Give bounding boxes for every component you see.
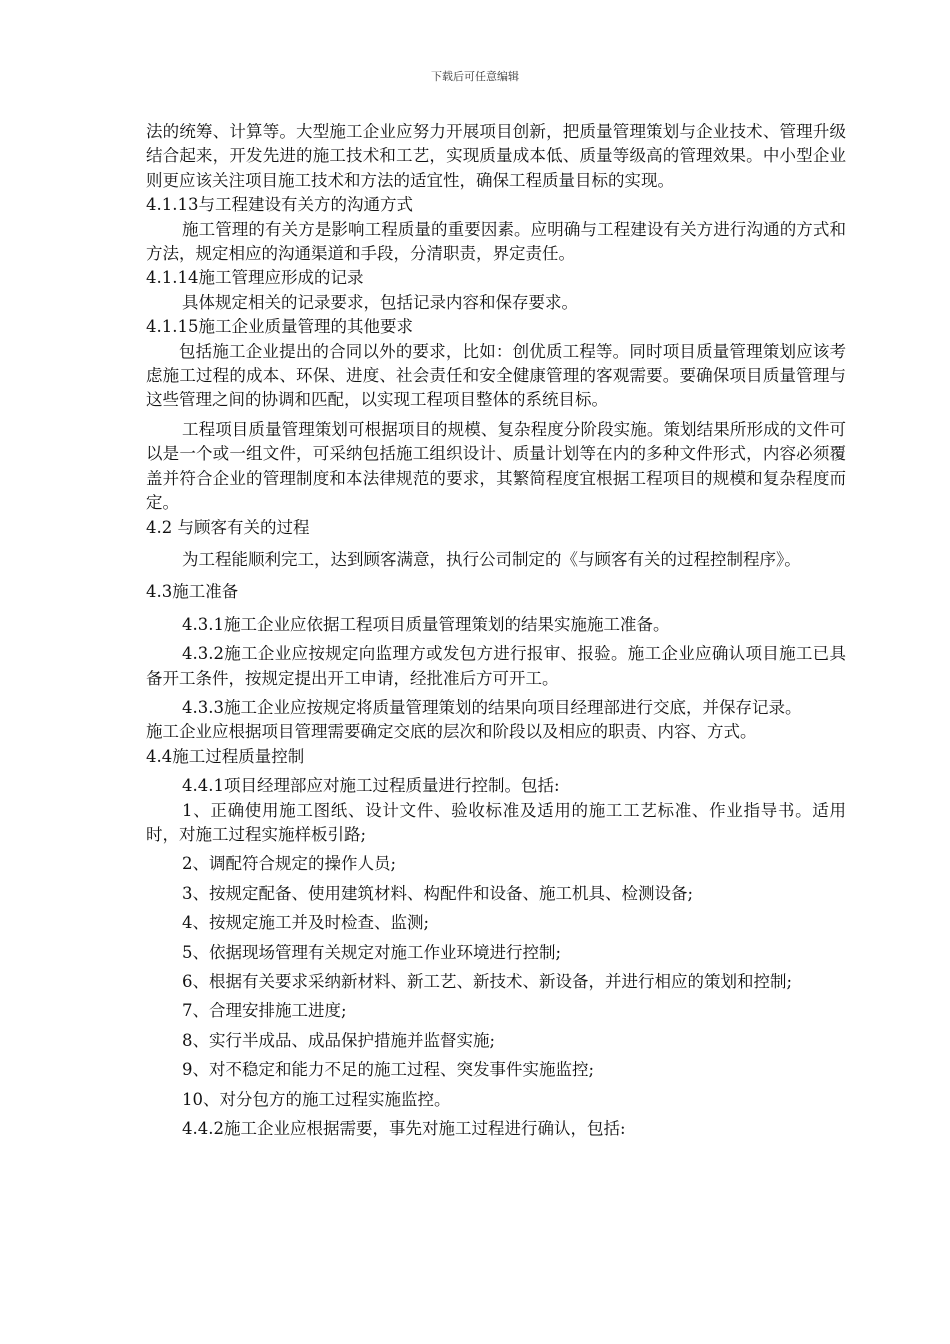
page-header: 下载后可任意编辑 <box>431 70 519 83</box>
paragraph: 4.3.3施工企业应按规定将质量管理策划的结果向项目经理部进行交底，并保存记录。 <box>182 697 802 717</box>
paragraph: 4.3.1施工企业应依据工程项目质量管理策划的结果实施施工准备。 <box>182 614 670 634</box>
paragraph: 具体规定相关的记录要求，包括记录内容和保存要求。 <box>182 292 578 312</box>
list-item: 7、合理安排施工进度; <box>182 1001 347 1021</box>
list-item: 9、对不稳定和能力不足的施工过程、突发事件实施监控; <box>182 1060 595 1080</box>
section-heading: 4.4施工过程质量控制 <box>146 746 305 766</box>
section-heading: 4.3施工准备 <box>146 582 239 602</box>
paragraph: 包括施工企业提出的合同以外的要求，比如：创优质工程等。同时项目质量管理策划应该考虑施工过程的成本、环保、进度、社会责任和安全健康管理的客观需要。要确保项目质量管理与这些管理之间的协调和匹配，以实现工程项目整体的系统目标。 <box>146 341 846 410</box>
paragraph: 4.3.2施工企业应按规定向监理方或发包方进行报审、报验。施工企业应确认项目施工已具备开工条件，按规定提出开工申请，经批准后方可开工。 <box>146 644 846 688</box>
paragraph: 法的统筹、计算等。大型施工企业应努力开展项目创新，把质量管理策划与企业技术、管理升级结合起来，开发先进的施工技术和工艺，实现质量成本低、质量等级高的管理效果。中小型企业则更应该关注项目施工技术和方法的适宜性，确保工程质量目标的实现。 <box>146 122 846 190</box>
list-item: 6、根据有关要求采纳新材料、新工艺、新技术、新设备，并进行相应的策划和控制; <box>182 972 793 991</box>
paragraph: 施工管理的有关方是影响工程质量的重要因素。应明确与工程建设有关方进行沟通的方式和方法，规定相应的沟通渠道和手段，分清职责，界定责任。 <box>146 219 846 264</box>
list-item: 5、依据现场管理有关规定对施工作业环境进行控制; <box>182 942 562 962</box>
paragraph: 为工程能顺利完工，达到顾客满意，执行公司制定的《与顾客有关的过程控制程序》。 <box>182 549 801 569</box>
list-item: 2、调配符合规定的操作人员; <box>182 854 397 874</box>
list-item: 1、正确使用施工图纸、设计文件、验收标准及适用的施工工艺标准、作业指导书。适用时，对施工过程实施样板引路; <box>146 800 846 844</box>
section-heading: 4.1.15施工企业质量管理的其他要求 <box>146 317 413 337</box>
section-heading: 4.1.13与工程建设有关方的沟通方式 <box>146 195 413 215</box>
section-heading: 4.2 与顾客有关的过程 <box>146 517 310 537</box>
list-item: 10、对分包方的施工过程实施监控。 <box>182 1089 451 1109</box>
paragraph: 4.4.2施工企业应根据需要，事先对施工过程进行确认，包括: <box>182 1119 626 1139</box>
list-item: 3、按规定配备、使用建筑材料、构配件和设备、施工机具、检测设备; <box>182 883 694 903</box>
section-heading: 4.1.14施工管理应形成的记录 <box>146 268 364 288</box>
list-item: 8、实行半成品、成品保护措施并监督实施; <box>182 1030 496 1050</box>
document-body <box>146 120 846 1141</box>
paragraph: 4.4.1项目经理部应对施工过程质量进行控制。包括: <box>182 776 560 796</box>
list-item: 4、按规定施工并及时检查、监测; <box>182 913 430 933</box>
paragraph: 施工企业应根据项目管理需要确定交底的层次和阶段以及相应的职责、内容、方式。 <box>146 722 757 742</box>
paragraph: 工程项目质量管理策划可根据项目的规模、复杂程度分阶段实施。策划结果所形成的文件可以是一个或一组文件，可采纳包括施工组织设计、质量计划等在内的多种文件形式，内容必须覆盖并符合企业的管理制度和本法律规范的要求，其繁简程度宜根据工程项目的规模和复杂程度而定。 <box>146 419 846 513</box>
